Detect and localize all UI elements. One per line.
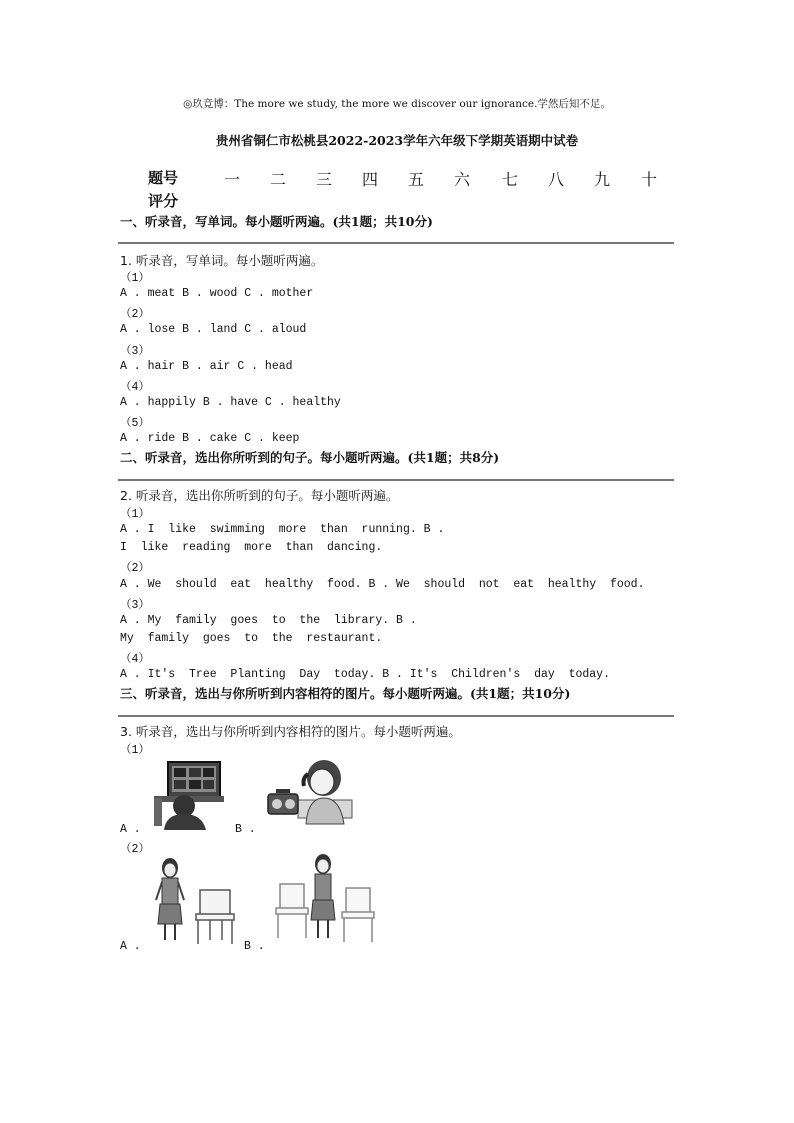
item-number: （2） <box>120 843 150 856</box>
item-number: （4） <box>120 381 150 394</box>
item-options: A . hair B . air C . head <box>120 360 293 373</box>
score-table-row1-label: 题号 <box>148 169 179 187</box>
item-options-continued: I like reading more than dancing. <box>120 541 383 554</box>
score-col-9: 九 <box>594 170 611 189</box>
item-number: （5） <box>120 417 150 430</box>
score-col-4: 四 <box>362 170 379 189</box>
item-number: （4） <box>120 653 150 666</box>
item-options-continued: My family goes to the restaurant. <box>120 632 383 645</box>
item-options: A . My family goes to the library. B . <box>120 614 417 627</box>
score-col-6: 六 <box>454 170 471 189</box>
score-col-1: 一 <box>224 170 241 189</box>
question-title: 3. 听录音，选出与你所听到内容相符的图片。每小题听两遍。 <box>120 724 461 739</box>
item-number: （2） <box>120 308 150 321</box>
question-title: 2. 听录音，选出你所听到的句子。每小题听两遍。 <box>120 488 399 503</box>
header-motto: ◎玖竞博：The more we study, the more we discover our ignorance.学然后知不足。 <box>183 98 611 110</box>
section-divider <box>118 242 674 244</box>
item-options: A . meat B . wood C . mother <box>120 287 314 300</box>
item-number: （1） <box>120 272 150 285</box>
boy-listening-radio-image <box>264 756 354 826</box>
item-number: （3） <box>120 345 150 358</box>
item-options: A . ride B . cake C . keep <box>120 432 300 445</box>
child-at-computer-image <box>152 758 226 830</box>
section-heading: 一、听录音，写单词。每小题听两遍。(共1题；共10分) <box>120 214 433 229</box>
section-heading: 三、听录音，选出与你所听到内容相符的图片。每小题听两遍。(共1题；共10分) <box>120 686 571 701</box>
item-number: （2） <box>120 562 150 575</box>
section-divider <box>118 715 674 717</box>
item-options: A . happily B . have C . healthy <box>120 396 341 409</box>
item-number: （3） <box>120 599 150 612</box>
item-number: （1） <box>120 744 150 757</box>
option-b-label: B . <box>235 823 256 836</box>
question-title: 1. 听录音，写单词。每小题听两遍。 <box>120 253 324 268</box>
score-col-5: 五 <box>408 170 425 189</box>
girl-in-front-of-chair-image <box>152 856 244 946</box>
section-divider <box>118 479 674 481</box>
item-options: A . We should eat healthy food. B . We should not eat healthy food. <box>120 578 645 591</box>
item-options: A . It's Tree Planting Day today. B . It's Children's day today. <box>120 668 610 681</box>
option-a-label: A . <box>120 823 141 836</box>
score-col-8: 八 <box>548 170 565 189</box>
score-col-7: 七 <box>502 170 519 189</box>
option-a-label: A . <box>120 940 141 953</box>
section-heading: 二、听录音，选出你所听到的句子。每小题听两遍。(共1题；共8分) <box>120 450 500 465</box>
score-table-row2-label: 评分 <box>148 192 179 210</box>
score-col-3: 三 <box>316 170 333 189</box>
score-col-2: 二 <box>270 170 287 189</box>
option-b-label: B . <box>244 940 265 953</box>
item-number: （1） <box>120 508 150 521</box>
girl-between-chairs-image <box>274 852 380 944</box>
item-options: A . lose B . land C . aloud <box>120 323 307 336</box>
score-col-10: 十 <box>641 170 658 189</box>
item-options: A . I like swimming more than running. B . <box>120 523 445 536</box>
document-title: 贵州省铜仁市松桃县2022-2023学年六年级下学期英语期中试卷 <box>215 133 579 148</box>
